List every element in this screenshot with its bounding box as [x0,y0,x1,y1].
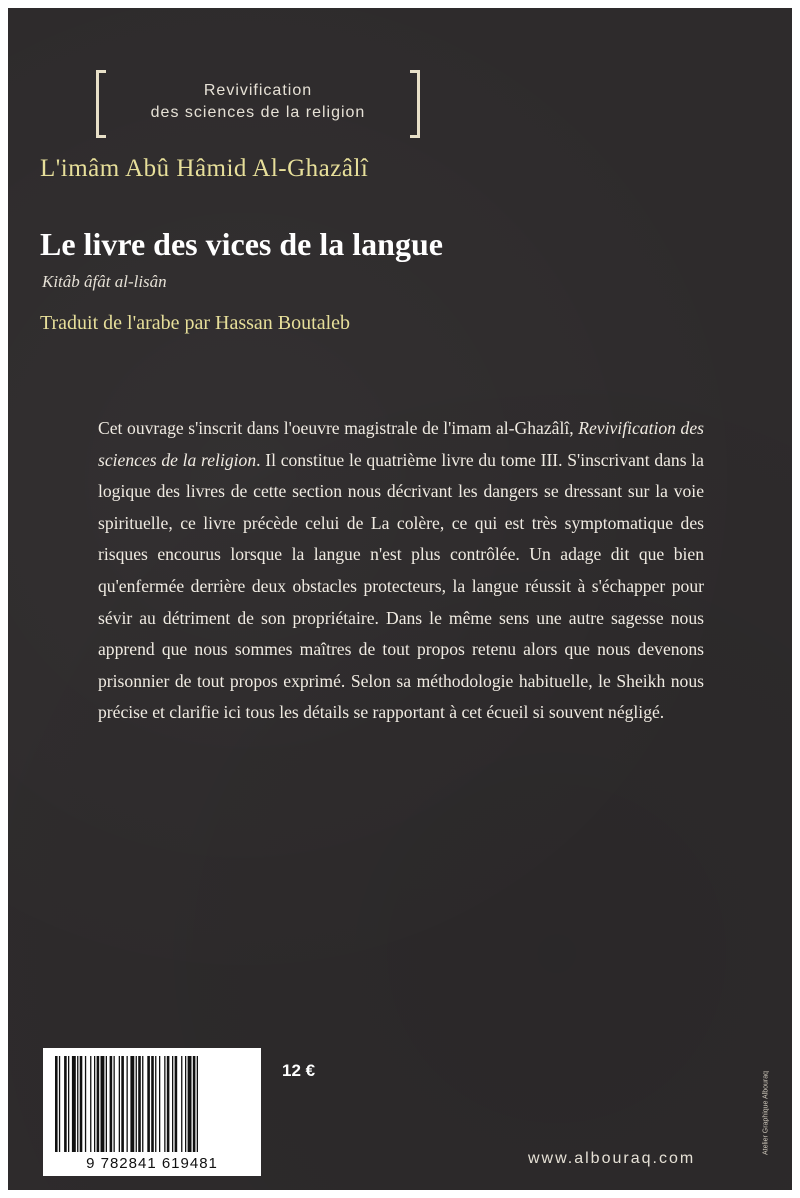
book-title: Le livre des vices de la langue [40,226,443,262]
description-paragraph [98,413,704,729]
blurb-italic-title: Revivification des sciences de la religion [98,418,704,470]
blurb-part-1: Cet ouvrage s'inscrit dans l'oeuvre magistrale de l'imam al-Ghazâlî, [98,418,574,438]
series-line-2: des sciences de la religion [150,104,366,121]
right-bracket [410,70,420,138]
barcode-bars [43,1048,261,1154]
barcode [43,1048,261,1176]
author-name: L'imâm Abû Hâmid Al-Ghazâlî [40,155,369,182]
price: 12 € [282,1061,316,1080]
blurb-part-2: . Il constitue le quatrième livre du tome III. S'inscrivant dans la logique des livres de cette section nous décrivant les dangers se dressant sur la voie spirituelle, ce livre précède celui de La colère, ce qui est très symptomatique des risques encourus lorsque la langue n'est plus contrôlée. Un adage dit que bien qu'enfermée derrière deux obstacles protecteurs, la langue réussit à s'échapper pour sévir au détriment de son propriétaire. Dans le même sens une autre sagesse nous apprend que nous sommes maîtres de tout propos retenu alors que nous devenons prisonnier de tout propos exprimé. Selon sa méthodologie habituelle, le Sheikh nous précise et clarifie ici tous les détails se rapportant à cet écueil si souvent négligé. [98,449,704,723]
series-text [96,80,420,124]
translator-credit: Traduit de l'arabe par Hassan Boutaleb [40,312,350,334]
design-credit [760,1038,772,1188]
series-label [96,70,420,138]
arabic-title-transliteration: Kitâb âfât al-lisân [42,272,167,291]
design-credit-text: Atelier Graphique Albouraq [762,1070,770,1156]
book-back-cover [8,8,792,1190]
series-line-1: Revivification [203,82,313,99]
isbn-number: 9 782841 619481 [86,1155,218,1172]
publisher-website: www.albouraq.com [528,1150,696,1167]
